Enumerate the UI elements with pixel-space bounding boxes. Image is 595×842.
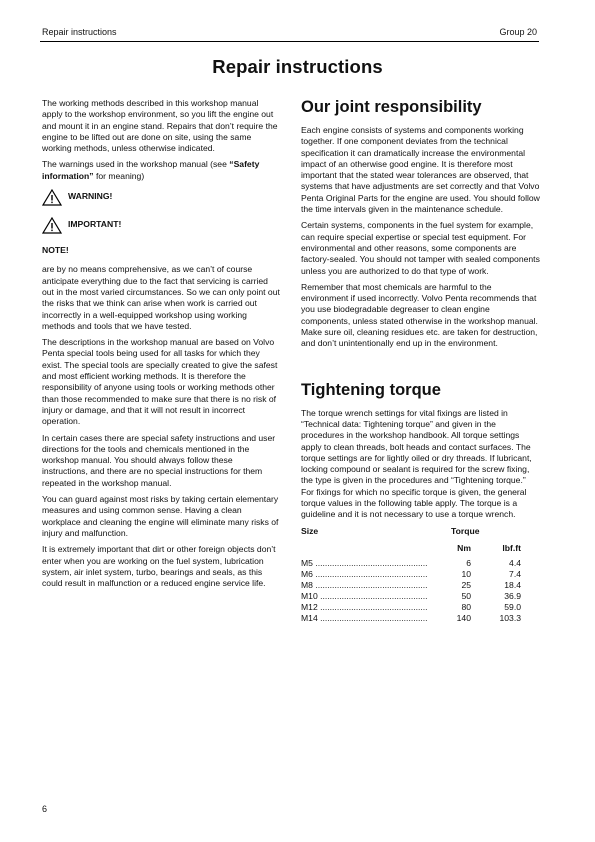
bolt-size: M8 (301, 579, 313, 590)
torque-nm: 50 (461, 590, 471, 601)
left-column (42, 98, 280, 594)
dot-leader: ............................................... (312, 579, 428, 590)
bolt-size: M10 (301, 590, 318, 601)
components-paragraph: Each engine consists of systems and components working together. If one component deviates from the technical specification it can dramatically increase the environmental impact of an otherwise good engine. It is therefore most important that the stated wear tolerances are observed, that systems that have adjustments are set correctly and that Volvo Penta Original Parts for the engine are used. You should follow the time intervals given in the maintenance schedule. (301, 125, 540, 215)
torque-nm: 140 (456, 612, 471, 623)
common-sense-paragraph: You can guard against most risks by taking certain elementary measures and using common sense. Having a clean workplace and cleaning the engine will eliminate many risks of injury and malfunction. (42, 494, 279, 538)
bolt-size: M12 (301, 601, 318, 612)
safety-information-reference: “Safety information” (42, 159, 260, 181)
torque-column-header: Torque (451, 525, 480, 536)
nm-unit-header: Nm (457, 542, 471, 553)
torque-lbf: 59.0 (504, 601, 521, 612)
safety-instructions-paragraph: In certain cases there are special safety instructions and user directions for the tools and chemicals mentioned in the workshop manual. You should always follow these instructions, and there are no special instructions for them repeated in the workshop manual. (42, 432, 276, 488)
important-label (42, 215, 280, 235)
note-label: NOTE! (42, 245, 69, 256)
sealed-components-paragraph: Certain systems, components in the fuel system for example, can require special expertise or special test equipment. For environmental and other reasons, some components are factory-sealed. You should not tamper with sealed components unless you are authorized to do that type of work. (301, 220, 540, 276)
torque-lbf: 4.4 (509, 557, 521, 568)
bolt-size: M5 (301, 557, 313, 568)
dot-leader: ............................................... (312, 557, 428, 568)
torque-nm: 6 (466, 557, 471, 568)
bolt-size: M6 (301, 568, 313, 579)
warning-triangle-icon (42, 217, 62, 234)
torque-table-header (301, 526, 521, 537)
dot-leader: ............................................... (312, 568, 428, 579)
section-heading-responsibility: Our joint responsibility (301, 98, 482, 116)
header-rule (40, 41, 539, 42)
torque-nm: 80 (461, 601, 471, 612)
table-row (301, 558, 521, 569)
warnings-intro-suffix: for meaning) (93, 170, 145, 181)
cleanliness-paragraph: It is extremely important that dirt or other foreign objects don’t enter when you are working on the fuel system, lubrication system, air inlet system, turbo, bearings and seals, as this could result in malfunction or a reduced engine service life. (42, 544, 276, 589)
table-row (301, 613, 521, 624)
torque-table (301, 526, 521, 624)
dot-leader: ............................................. (317, 590, 428, 601)
dot-leader: ............................................. (317, 612, 428, 623)
table-row (301, 602, 521, 613)
risks-paragraph: are by no means comprehensive, as we can’t of course anticipate everything due to the fact that servicing is carried out in the most varied circumstances. So we can only point out the risks that we think can arise when work is carried out incorrectly in a well-equipped workshop using working methods and tools that we have tested. (42, 264, 280, 331)
section-heading-torque: Tightening torque (301, 380, 441, 399)
torque-lbf: 36.9 (504, 590, 521, 601)
right-column (301, 97, 540, 624)
torque-lbf: 103.3 (499, 612, 521, 623)
important-text: IMPORTANT! (68, 219, 122, 230)
running-header-title: Repair instructions (42, 27, 117, 37)
special-tools-paragraph: The descriptions in the workshop manual are based on Volvo Penta special tools being used for all tasks for which they exist. The special tools are specially created to give the safest and most efficient working methods. It is therefore the responsibility of anyone using tools or working methods other than those recommended to make sure that there is no risk of injury or damage, and that it will not result in incorrect operation. (42, 337, 278, 427)
warning-label (42, 187, 280, 207)
torque-paragraph: The torque wrench settings for vital fixings are listed in “Technical data: Tightening torque” and given in the procedures in the workshop handbook. All torque settings apply to clean threads, bolt heads and contact surfaces. The torque settings are for lightly oiled or dry threads. If lubricant, locking compound or sealant is required for the screw fixing, the type is given in the procedures and “Tightening torque.” For fixings for which no specific torque is given, the general torque values in the following table apply. The torque is a guideline and it is not necessary to use a torque wrench. (301, 407, 532, 520)
running-header-group: Group 20 (499, 27, 537, 37)
warnings-intro-text: The warnings used in the workshop manual (see (42, 159, 230, 170)
warning-triangle-icon (42, 189, 62, 206)
table-row (301, 580, 521, 591)
torque-nm: 25 (461, 579, 471, 590)
page-number: 6 (42, 804, 48, 814)
page-title: Repair instructions (212, 56, 383, 77)
warnings-intro-paragraph (42, 159, 280, 182)
chemicals-paragraph: Remember that most chemicals are harmful to the environment if used incorrectly. Volvo Penta recommends that you use biodegradable degreaser to clean engine components, unless stated otherwise in the workshop manual. Make sure oil, cleaning residues etc. are taken for destruction, and don’t unintentionally end up in the environment. (301, 281, 538, 349)
bolt-size: M14 (301, 612, 318, 623)
intro-paragraph: The working methods described in this workshop manual apply to the workshop environment, so you lift the engine out and mount it in an engine stand. Repairs that don’t require the engine to be lifted out are done on site, using the same working methods, unless otherwise indicated. (42, 98, 278, 154)
table-row (301, 591, 521, 602)
torque-nm: 10 (461, 568, 471, 579)
table-row (301, 569, 521, 580)
warning-text: WARNING! (68, 191, 113, 202)
lbf-unit-header: lbf.ft (502, 542, 521, 553)
dot-leader: ............................................. (317, 601, 428, 612)
torque-lbf: 18.4 (504, 579, 521, 590)
torque-units-row (301, 543, 521, 554)
torque-lbf: 7.4 (509, 568, 521, 579)
size-column-header: Size (301, 525, 319, 536)
